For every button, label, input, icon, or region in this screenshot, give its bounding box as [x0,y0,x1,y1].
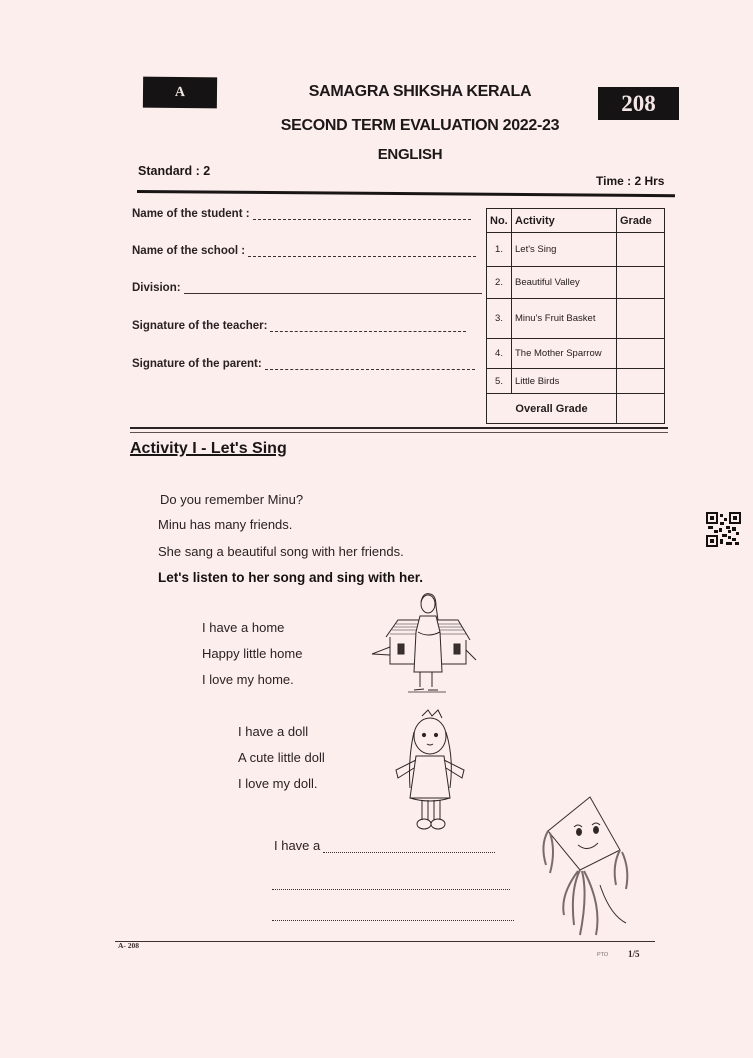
grade-cell[interactable] [617,369,665,394]
paper-number-badge: 208 [598,87,679,120]
intro-line: She sang a beautiful song with her friends. [158,544,404,559]
footer-paper-code: A- 208 [118,941,140,950]
standard-label: Standard : 2 [138,164,211,178]
parent-signature-field[interactable] [132,358,475,370]
organization-title: SAMAGRA SHIKSHA KERALA [308,83,532,100]
table-row [487,339,665,369]
girl-with-house-illustration [368,592,478,697]
grade-cell[interactable] [617,299,665,339]
header-activity: Activity [512,209,617,233]
prompt-text: I have a [274,838,321,853]
footer-divider [115,941,655,942]
set-code-badge: A [143,77,217,109]
row-activity: Let's Sing [512,233,617,267]
overall-grade-cell[interactable] [617,394,665,424]
field-label: Signature of the parent: [132,358,262,370]
instruction-line: Let's listen to her song and sing with her. [158,570,423,585]
table-header-row [487,209,665,233]
row-no: 4. [487,339,512,369]
section-divider-thin [130,432,668,433]
verse-blank-prompt[interactable] [274,838,495,853]
verse-line: I have a doll [238,724,309,739]
verse-line: I love my doll. [238,776,318,791]
blank-line[interactable] [265,362,475,370]
row-no: 3. [487,299,512,339]
footer-page-number: 1/5 [628,949,640,959]
overall-row [487,394,665,424]
field-label: Signature of the teacher: [132,320,268,332]
division-field[interactable] [132,282,482,294]
time-label: Time : 2 Hrs [596,174,665,188]
grade-cell[interactable] [617,233,665,267]
grade-table [486,208,665,424]
intro-line: Minu has many friends. [158,517,293,532]
section-divider [130,427,668,429]
row-activity: The Mother Sparrow [512,339,617,369]
field-label: Division: [132,282,181,294]
verse-line: A cute little doll [238,750,325,765]
verse-line: I love my home. [202,672,294,687]
field-label: Name of the school : [132,245,246,257]
row-no: 2. [487,267,512,299]
overall-grade-label: Overall Grade [487,394,617,424]
table-row [487,267,665,299]
kite-illustration [530,795,635,945]
grade-cell[interactable] [617,339,665,369]
qr-code[interactable] [706,512,741,547]
header-divider [137,190,675,197]
header-no: No. [487,209,512,233]
blank-line[interactable] [184,286,482,294]
blank-line[interactable] [253,212,471,220]
intro-line: Do you remember Minu? [160,492,304,507]
school-name-field[interactable] [132,245,476,257]
blank-line[interactable] [270,324,466,332]
row-activity: Minu's Fruit Basket [512,299,617,339]
doll-illustration [388,708,472,834]
verse-doll [238,719,325,797]
grade-cell[interactable] [617,267,665,299]
row-activity: Beautiful Valley [512,267,617,299]
table-row [487,299,665,339]
row-activity: Little Birds [512,369,617,394]
exam-title: SECOND TERM EVALUATION 2022-23 [280,117,560,134]
blank-line[interactable] [323,852,495,853]
verse-line: I have a home [202,620,285,635]
blank-line[interactable] [272,889,510,890]
row-no: 1. [487,233,512,267]
table-row [487,233,665,267]
teacher-signature-field[interactable] [132,320,466,332]
table-row [487,369,665,394]
verse-home [202,615,302,693]
blank-line[interactable] [248,249,476,257]
footer-pto: PTO [597,952,609,958]
blank-line[interactable] [272,920,514,921]
subject-title: ENGLISH [377,146,443,163]
student-name-field[interactable] [132,208,471,220]
verse-line: Happy little home [202,646,303,661]
field-label: Name of the student : [132,208,250,220]
activity-heading: Activity I - Let's Sing [130,440,287,457]
row-no: 5. [487,369,512,394]
header-grade: Grade [617,209,665,233]
